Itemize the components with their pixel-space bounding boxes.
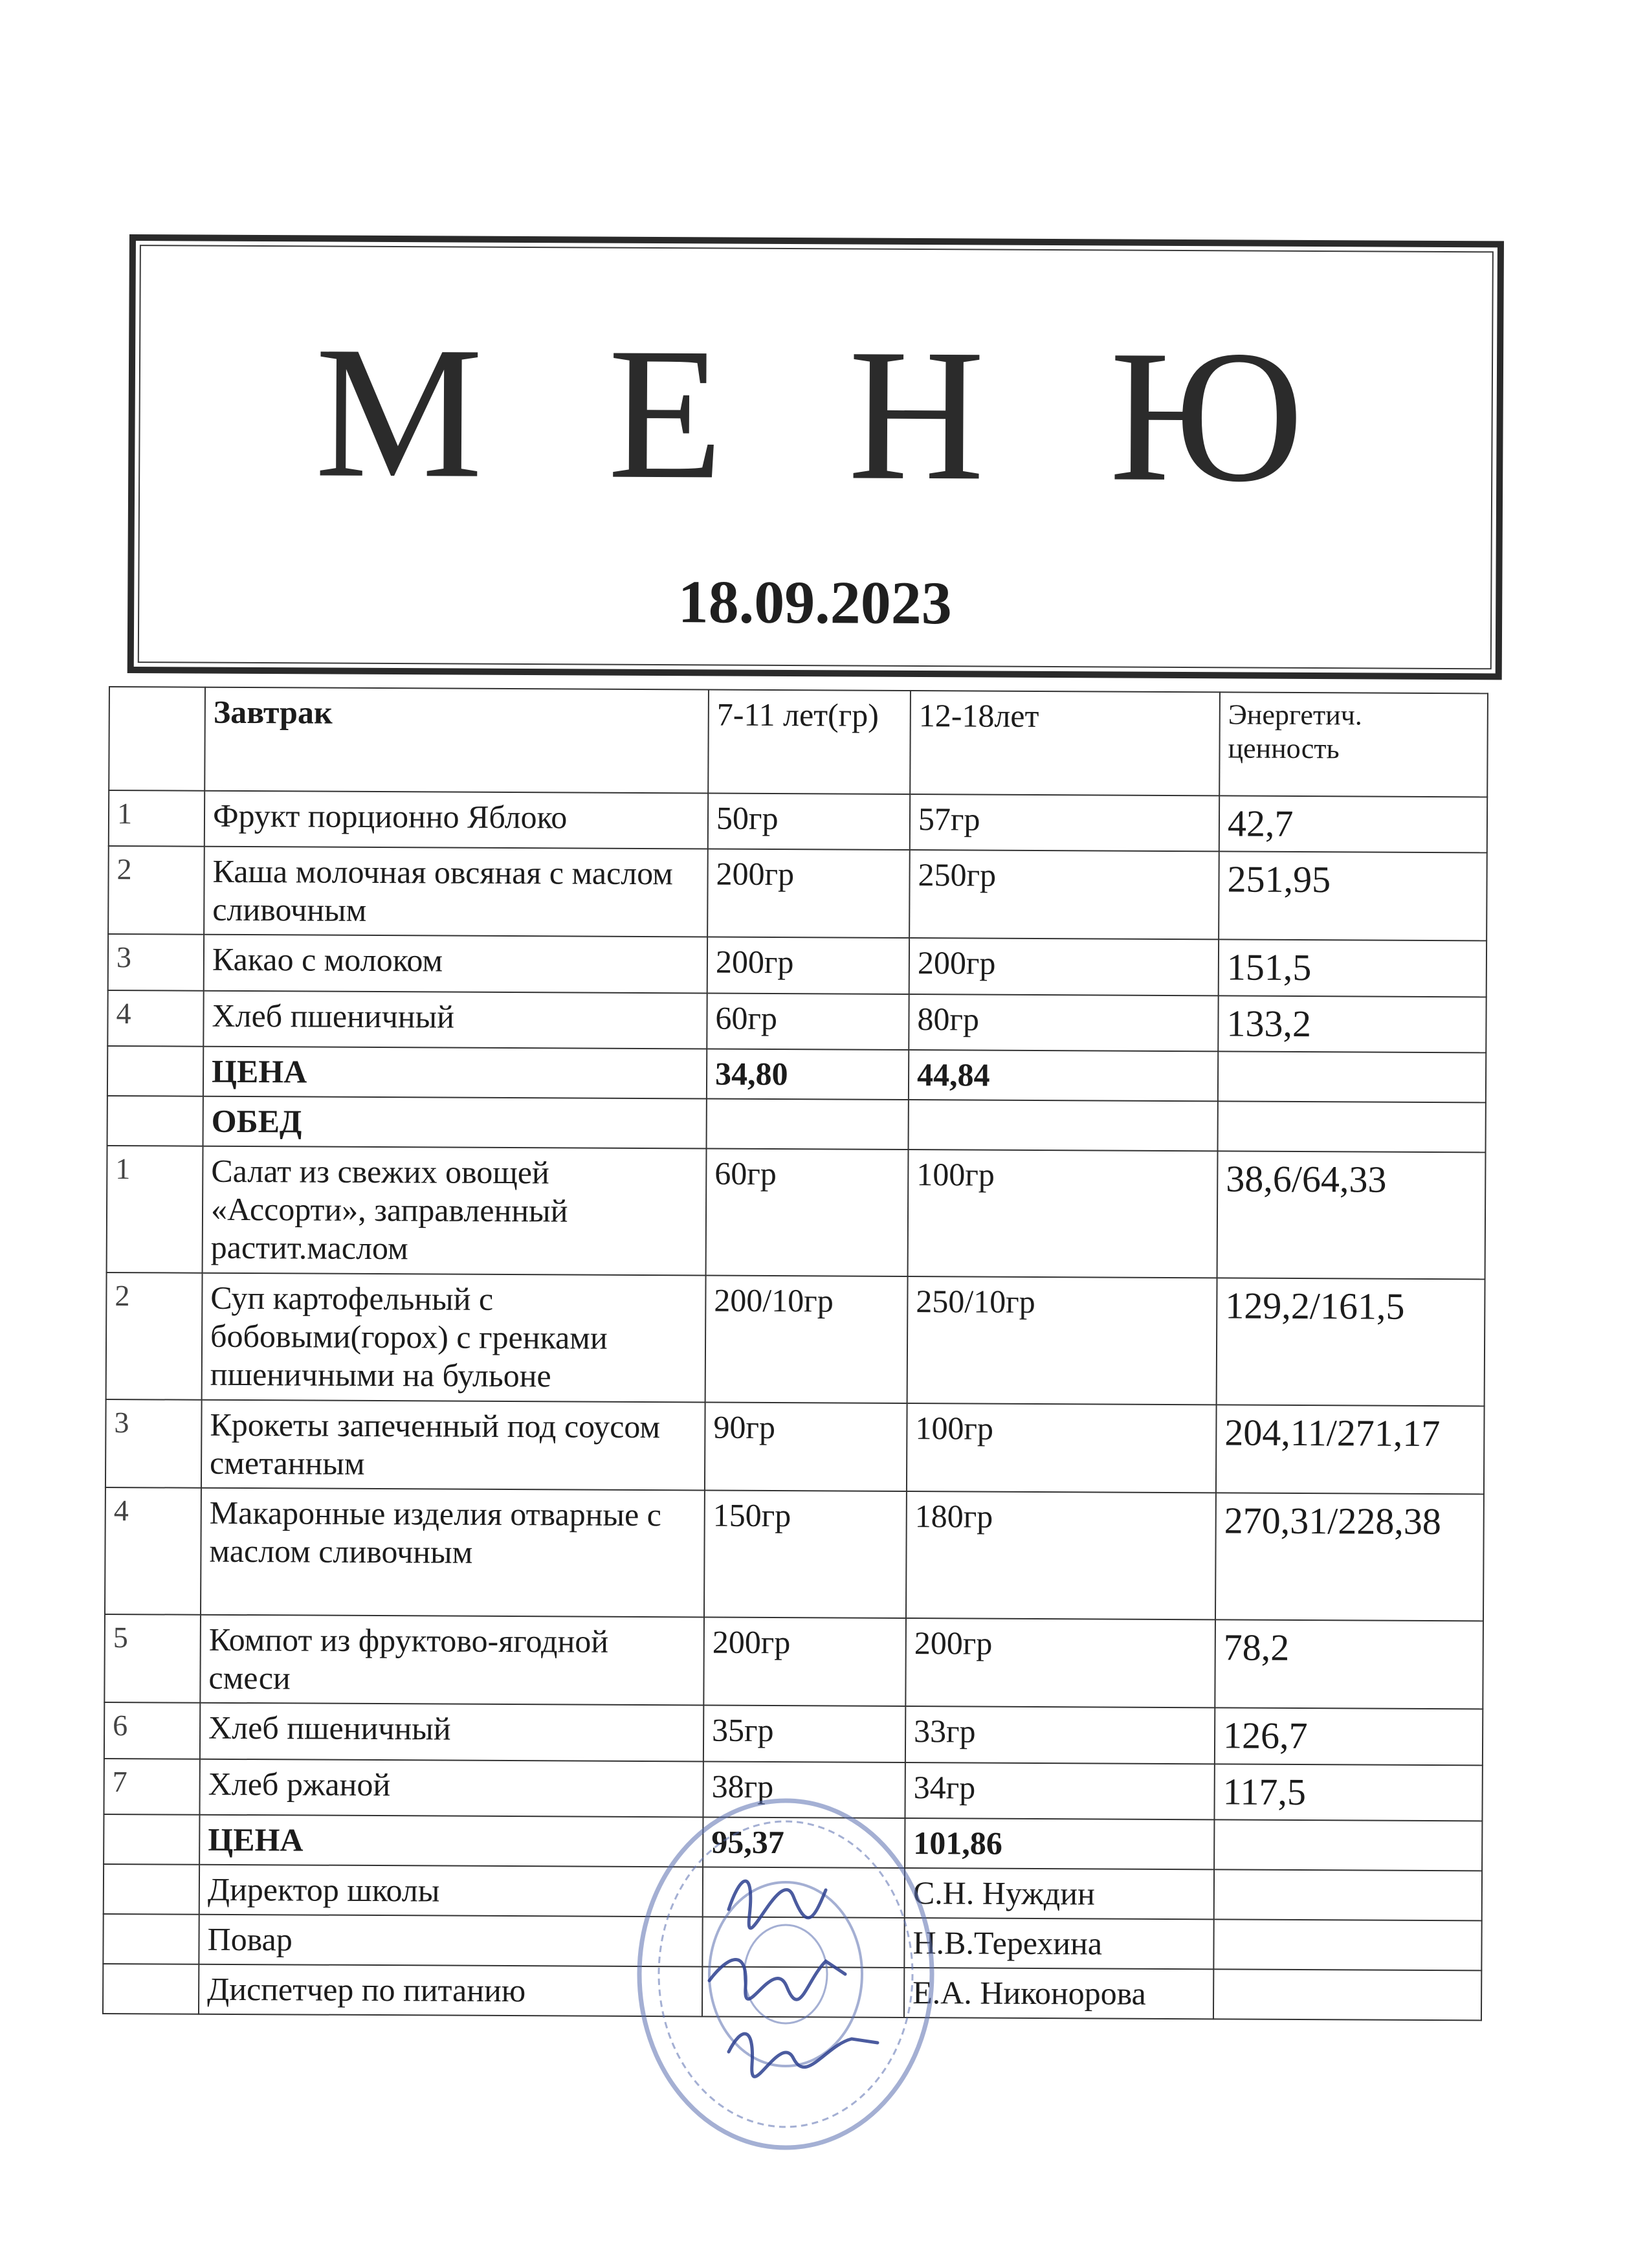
lunch-price-row xyxy=(104,1814,1482,1871)
energy-value: 42,7 xyxy=(1219,795,1487,852)
signature-person: С.Н. Нуждин xyxy=(905,1868,1214,1919)
energy-value: 38,6/64,33 xyxy=(1217,1151,1486,1280)
empty-cell xyxy=(707,1099,909,1150)
portion-7-11: 50гр xyxy=(708,794,910,850)
energy-value: 270,31/228,38 xyxy=(1215,1493,1484,1621)
dish-name: Макаронные изделия отварные с маслом сливочным xyxy=(201,1488,705,1618)
breakfast-price-row xyxy=(107,1046,1486,1102)
portion-12-18: 80гр xyxy=(909,994,1218,1052)
row-number: 2 xyxy=(108,846,204,935)
table-row xyxy=(104,1759,1482,1821)
lunch-section-row xyxy=(107,1096,1486,1152)
empty-cell xyxy=(104,1864,199,1915)
lunch-label: ОБЕД xyxy=(203,1096,707,1149)
dish-name: Хлеб ржаной xyxy=(199,1759,703,1817)
energy-value: 133,2 xyxy=(1218,995,1486,1052)
menu-title-box xyxy=(127,234,1504,680)
portion-7-11: 38гр xyxy=(703,1761,905,1818)
empty-cell xyxy=(1214,1820,1482,1871)
dish-name: Каша молочная овсяная с маслом сливочным xyxy=(204,847,708,937)
table-row xyxy=(108,846,1487,940)
portion-7-11: 60гр xyxy=(707,993,909,1050)
table-row xyxy=(107,990,1486,1053)
price-7-11: 95,37 xyxy=(703,1818,905,1869)
dish-name: Салат из свежих овощей «Ассорти», заправленный растит.маслом xyxy=(203,1146,707,1276)
energy-value: 117,5 xyxy=(1214,1764,1482,1821)
row-number: 5 xyxy=(104,1614,201,1703)
empty-cell xyxy=(909,1100,1218,1151)
portion-7-11: 200гр xyxy=(703,1618,906,1707)
row-number: 4 xyxy=(107,990,203,1047)
empty-cell xyxy=(107,1096,203,1146)
table-row xyxy=(105,1399,1485,1494)
signature-person: Н.В.Терехина xyxy=(904,1918,1213,1969)
dish-name: Хлеб пшеничный xyxy=(203,991,707,1049)
signature-row xyxy=(104,1864,1482,1920)
menu-table xyxy=(102,686,1488,2021)
portion-12-18: 200гр xyxy=(905,1618,1215,1707)
table-row xyxy=(105,1487,1484,1621)
portion-7-11: 200гр xyxy=(707,849,910,939)
header-age-12-18: 12-18лет xyxy=(910,691,1220,795)
energy-value: 126,7 xyxy=(1215,1708,1483,1765)
price-12-18: 44,84 xyxy=(909,1050,1218,1101)
price-7-11: 34,80 xyxy=(707,1049,909,1100)
dish-name: Какао с молоком xyxy=(204,935,707,993)
portion-12-18: 180гр xyxy=(906,1491,1216,1619)
table-row xyxy=(109,790,1487,853)
header-breakfast: Завтрак xyxy=(204,687,709,794)
price-label: ЦЕНА xyxy=(203,1047,707,1099)
row-number: 1 xyxy=(109,790,204,847)
row-number: 3 xyxy=(105,1399,202,1488)
row-number: 7 xyxy=(104,1759,199,1815)
page-title: М Е Н Ю xyxy=(314,307,1343,522)
header-num-cell xyxy=(109,687,205,791)
price-12-18: 101,86 xyxy=(905,1818,1214,1869)
table-row xyxy=(106,1273,1485,1406)
table-header-row xyxy=(109,687,1488,797)
empty-cell xyxy=(104,1814,199,1865)
energy-value: 78,2 xyxy=(1215,1620,1483,1709)
header-age-7-11: 7-11 лет(гр) xyxy=(708,690,911,795)
portion-7-11: 200/10гр xyxy=(705,1276,908,1404)
table-row xyxy=(104,1702,1483,1765)
portion-12-18: 200гр xyxy=(909,938,1219,995)
energy-value: 129,2/161,5 xyxy=(1217,1278,1485,1406)
table-row xyxy=(108,934,1487,997)
portion-12-18: 34гр xyxy=(905,1762,1214,1820)
signature-mark-cell xyxy=(702,1967,904,2018)
empty-cell xyxy=(103,1964,199,2014)
signature-role: Диспетчер по питанию xyxy=(199,1964,702,2017)
signature-mark-cell xyxy=(703,1867,905,1918)
portion-12-18: 250гр xyxy=(909,850,1219,939)
energy-value: 251,95 xyxy=(1219,852,1487,941)
signature-mark-cell xyxy=(702,1917,904,1968)
energy-value: 204,11/271,17 xyxy=(1216,1405,1485,1495)
dish-name: Компот из фруктово-ягодной смеси xyxy=(200,1615,704,1706)
empty-cell xyxy=(1213,1920,1481,1971)
portion-12-18: 100гр xyxy=(907,1403,1217,1493)
signature-person: Е.А. Никонорова xyxy=(904,1968,1213,2019)
portion-7-11: 35гр xyxy=(703,1706,905,1762)
signature-role: Повар xyxy=(199,1915,702,1967)
portion-7-11: 200гр xyxy=(707,937,909,994)
signature-role: Директор школы xyxy=(199,1865,703,1917)
portion-12-18: 57гр xyxy=(910,794,1219,852)
signature-row xyxy=(103,1914,1481,1970)
portion-7-11: 90гр xyxy=(705,1403,907,1492)
dish-name: Фрукт порционно Яблоко xyxy=(204,791,708,849)
energy-value: 151,5 xyxy=(1219,940,1487,997)
dish-name: Крокеты запеченный под соусом сметанным xyxy=(201,1400,705,1491)
menu-date: 18.09.2023 xyxy=(678,568,952,638)
header-energy: Энергетич. ценность xyxy=(1219,692,1488,797)
dish-name: Хлеб пшеничный xyxy=(200,1703,703,1761)
empty-cell xyxy=(1218,1102,1486,1153)
portion-7-11: 60гр xyxy=(706,1149,909,1277)
table-row xyxy=(107,1146,1486,1279)
row-number: 2 xyxy=(106,1273,203,1400)
row-number: 4 xyxy=(105,1487,201,1615)
empty-cell xyxy=(1213,1970,1481,2021)
row-number: 3 xyxy=(108,934,204,990)
signature-row xyxy=(103,1964,1481,2020)
portion-7-11: 150гр xyxy=(704,1491,907,1619)
empty-cell xyxy=(107,1046,203,1096)
empty-cell xyxy=(103,1914,199,1964)
price-label: ЦЕНА xyxy=(199,1815,703,1867)
portion-12-18: 33гр xyxy=(905,1706,1215,1764)
dish-name: Суп картофельный с бобовыми(горох) с гренками пшеничными на бульоне xyxy=(202,1273,706,1403)
row-number: 1 xyxy=(107,1146,203,1273)
empty-cell xyxy=(1214,1870,1482,1921)
table-row xyxy=(104,1614,1483,1709)
row-number: 6 xyxy=(104,1702,200,1759)
empty-cell xyxy=(1218,1052,1486,1103)
portion-12-18: 250/10гр xyxy=(907,1276,1217,1405)
portion-12-18: 100гр xyxy=(908,1150,1218,1278)
